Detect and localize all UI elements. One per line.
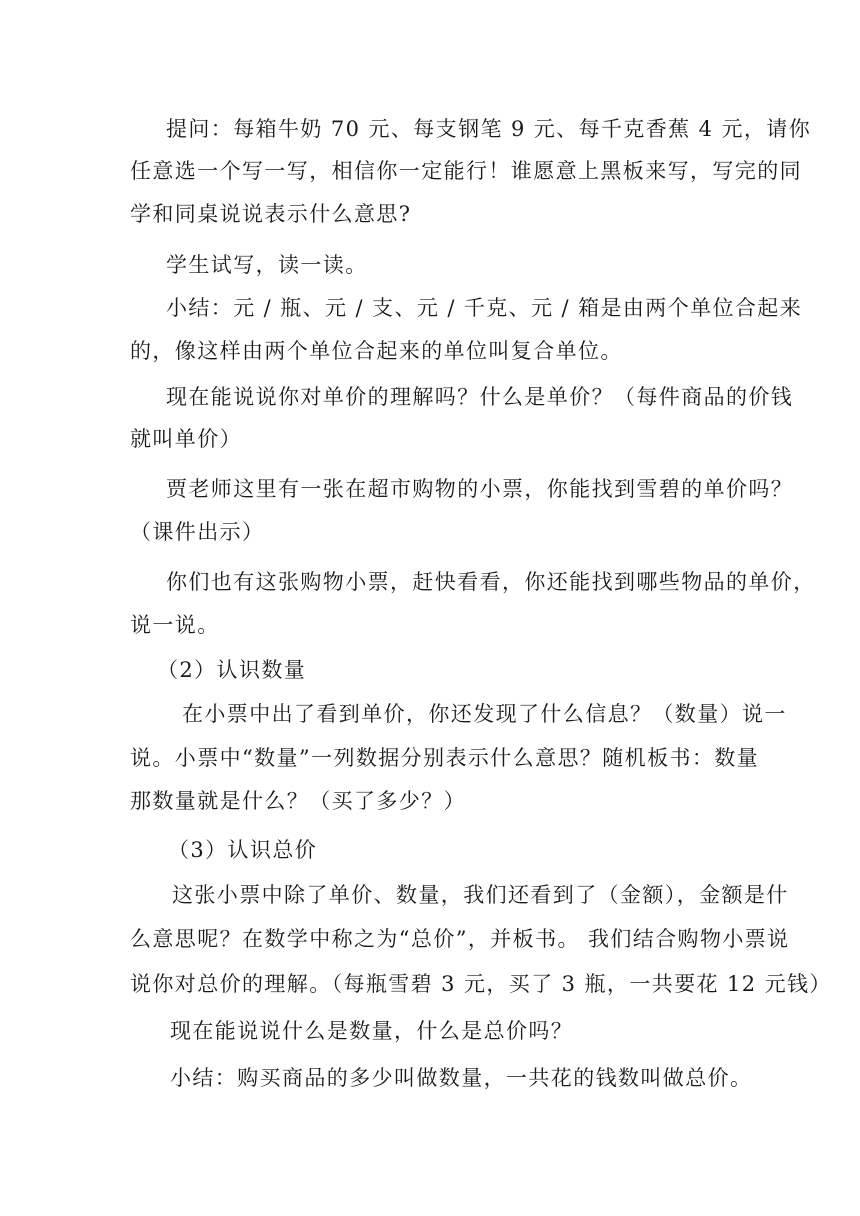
paragraph-line: 现在能说说你对单价的理解吗？什么是单价？（每件商品的价钱 bbox=[166, 385, 794, 409]
paragraph-line: 说你对总价的理解。（每瓶雪碧 3 元，买了 3 瓶，一共要花 12 元钱） bbox=[130, 972, 832, 996]
paragraph-line: 就叫单价） bbox=[130, 427, 242, 451]
section-heading: （2）认识数量 bbox=[157, 658, 307, 682]
paragraph-line: 么意思呢？在数学中称之为“总价”，并板书。 我们结合购物小票说 bbox=[130, 927, 790, 951]
paragraph-line: 贾老师这里有一张在超市购物的小票，你能找到雪碧的单价吗？ bbox=[166, 477, 794, 501]
paragraph-line: 提问：每箱牛奶 70 元、每支钢笔 9 元、每千克香蕉 4 元，请你 bbox=[166, 117, 812, 141]
paragraph-line: 的，像这样由两个单位合起来的单位叫复合单位。 bbox=[130, 339, 623, 363]
section-heading: （3）认识总价 bbox=[168, 838, 318, 862]
paragraph-line: 小结：购买商品的多少叫做数量，一共花的钱数叫做总价。 bbox=[170, 1066, 753, 1090]
paragraph-line: 那数量就是什么？（买了多少？） bbox=[130, 789, 466, 813]
paragraph-line: 小结：元 / 瓶、元 / 支、元 / 千克、元 / 箱是由两个单位合起来 bbox=[166, 296, 803, 320]
paragraph-line: 在小票中出了看到单价，你还发现了什么信息？（数量）说一 bbox=[182, 702, 787, 726]
paragraph-line: 说一说。 bbox=[130, 613, 220, 637]
paragraph-line: 你们也有这张购物小票，赶快看看，你还能找到哪些物品的单价， bbox=[166, 570, 816, 594]
paragraph-line: 现在能说说什么是数量，什么是总价吗？ bbox=[170, 1019, 574, 1043]
paragraph-line: 学生试写，读一读。 bbox=[166, 253, 368, 277]
paragraph-line: 任意选一个写一写，相信你一定能行！谁愿意上黑板来写，写完的同 bbox=[130, 159, 802, 183]
paragraph-line: 学和同桌说说表示什么意思? bbox=[130, 202, 412, 226]
paragraph-line: 这张小票中除了单价、数量，我们还看到了（金额），金额是什 bbox=[172, 883, 789, 907]
paragraph-line: （课件出示） bbox=[130, 520, 265, 544]
paragraph-line: 说。小票中“数量”一列数据分别表示什么意思？随机板书：数量 bbox=[130, 746, 760, 770]
